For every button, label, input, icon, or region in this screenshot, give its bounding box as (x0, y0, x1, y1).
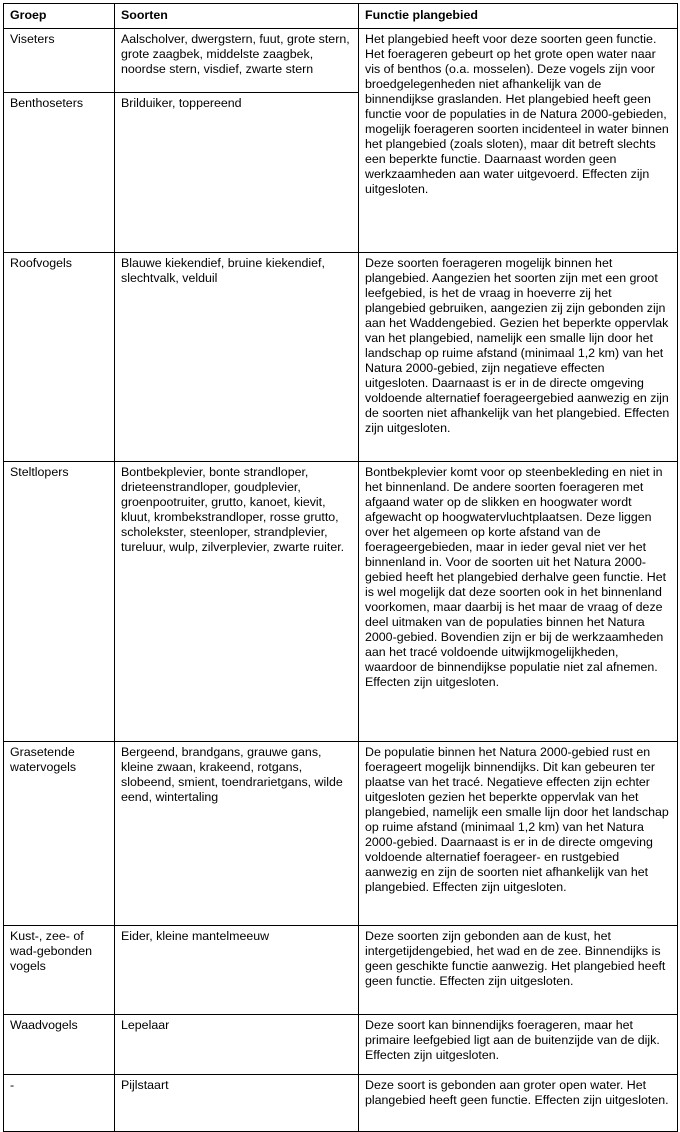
table-row (4, 253, 678, 462)
functie-cell: Bontbekplevier komt voor op steenbekleding en niet in het binnenland. De andere soorten foerageren met afgaand water op de slikken en hoogwater wordt afgewacht op hoogwatervluchtplaatsen. Deze liggen over het algemeen op korte afstand van de foerageergebieden, maar in ieder geval niet ver het binnenland in. Voor de soorten uit het Natura 2000-gebied heeft het plangebied derhalve geen functie. Het is wel mogelijk dat deze soorten ook in het binnenland voorkomen, maar daarbij is het maar de vraag of deze deel uitmaken van de populaties binnen het Natura 2000-gebied. Bovendien zijn er bij de werkzaamheden aan het tracé voldoende uitwijkmogelijkheden, waardoor de binnendijkse populatie niet zal afnemen. Effecten zijn uitgesloten. (359, 462, 678, 742)
table-row (4, 1075, 678, 1132)
soorten-cell: Aalscholver, dwergstern, fuut, grote stern, grote zaagbek, middelste zaagbek, noordse stern, visdief, zwarte stern (115, 29, 359, 93)
groep-cell: Kust-, zee- of wad-gebonden vogels (4, 926, 115, 1015)
functie-cell: Deze soorten foerageren mogelijk binnen het plangebied. Aangezien het soorten zijn met een groot leefgebied, is het de vraag in hoeverre zij het plangebied gebruiken, aangezien zij zijn gebonden zijn aan het Waddengebied. Gezien het beperkte oppervlak van het plangebied, namelijk een smalle lijn door het landschap op ruime afstand (minimaal 1,2 km) van het Natura 2000-gebied, zijn negatieve effecten uitgesloten. Daarnaast is er in de directe omgeving voldoende alternatief foerageergebied aanwezig en zijn de soorten niet afhankelijk van het plangebied. Effecten zijn uitgesloten. (359, 253, 678, 462)
table-header-row (4, 4, 678, 29)
header-soorten: Soorten (115, 4, 359, 29)
header-functie: Functie plangebied (359, 4, 678, 29)
groep-cell: - (4, 1075, 115, 1132)
soorten-cell: Lepelaar (115, 1015, 359, 1075)
functie-cell: Deze soort kan binnendijks foerageren, maar het primaire leefgebied ligt aan de buitenzijde van de dijk. Effecten zijn uitgesloten. (359, 1015, 678, 1075)
groep-cell: Benthoseters (4, 93, 115, 253)
functie-cell: Deze soort is gebonden aan groter open water. Het plangebied heeft geen functie. Effecten zijn uitgesloten. (359, 1075, 678, 1132)
soorten-cell: Blauwe kiekendief, bruine kiekendief, slechtvalk, velduil (115, 253, 359, 462)
functie-cell: Deze soorten zijn gebonden aan de kust, het intergetijdengebied, het wad en de zee. Binnendijks is geen geschikte functie aanwezig. Het plangebied heeft geen functie. Effecten zijn uitgesloten. (359, 926, 678, 1015)
groep-cell: Roofvogels (4, 253, 115, 462)
header-groep: Groep (4, 4, 115, 29)
table-row (4, 926, 678, 1015)
species-function-table (3, 3, 678, 1132)
soorten-cell: Bontbekplevier, bonte strandloper, drieteenstrandloper, goudplevier, groenpootruiter, grutto, kanoet, kievit, kluut, krombekstrandloper, rosse grutto, scholekster, steenloper, strandplevier, tureluur, wulp, zilverplevier, zwarte ruiter. (115, 462, 359, 742)
table-row (4, 29, 678, 93)
groep-cell: Waadvogels (4, 1015, 115, 1075)
soorten-cell: Bergeend, brandgans, grauwe gans, kleine zwaan, krakeend, rotgans, slobeend, smient, toendrarietgans, wilde eend, wintertaling (115, 742, 359, 926)
table-row (4, 462, 678, 742)
functie-cell: Het plangebied heeft voor deze soorten geen functie. Het foerageren gebeurt op het grote open water naar vis of benthos (o.a. mosselen). Deze vogels zijn voor broedgelegenheden niet afhankelijk van de binnendijkse graslanden. Het plangebied heeft geen functie voor de populaties in de Natura 2000-gebieden, mogelijk foerageren soorten incidenteel in water binnen het plangebied (zoals sloten), maar dit betreft slechts een beperkte functie. Daarnaast worden geen werkzaamheden aan water uitgevoerd. Effecten zijn uitgesloten. (359, 29, 678, 253)
soorten-cell: Pijlstaart (115, 1075, 359, 1132)
soorten-cell: Eider, kleine mantelmeeuw (115, 926, 359, 1015)
table-row (4, 1015, 678, 1075)
functie-cell: De populatie binnen het Natura 2000-gebied rust en foerageert mogelijk binnendijks. Dit kan gebeuren ter plaatse van het tracé. Negatieve effecten zijn echter uitgesloten gezien het beperkte oppervlak van het plangebied, namelijk een smalle lijn door het landschap op ruime afstand (minimaal 1,2 km) van het Natura 2000-gebied. Daarnaast is er in de directe omgeving voldoende alternatief foerageer- en rustgebied aanwezig en zijn de soorten niet afhankelijk van het plangebied. Effecten zijn uitgesloten. (359, 742, 678, 926)
soorten-cell: Brilduiker, toppereend (115, 93, 359, 253)
groep-cell: Grasetende watervogels (4, 742, 115, 926)
groep-cell: Steltlopers (4, 462, 115, 742)
groep-cell: Viseters (4, 29, 115, 93)
table-row (4, 742, 678, 926)
